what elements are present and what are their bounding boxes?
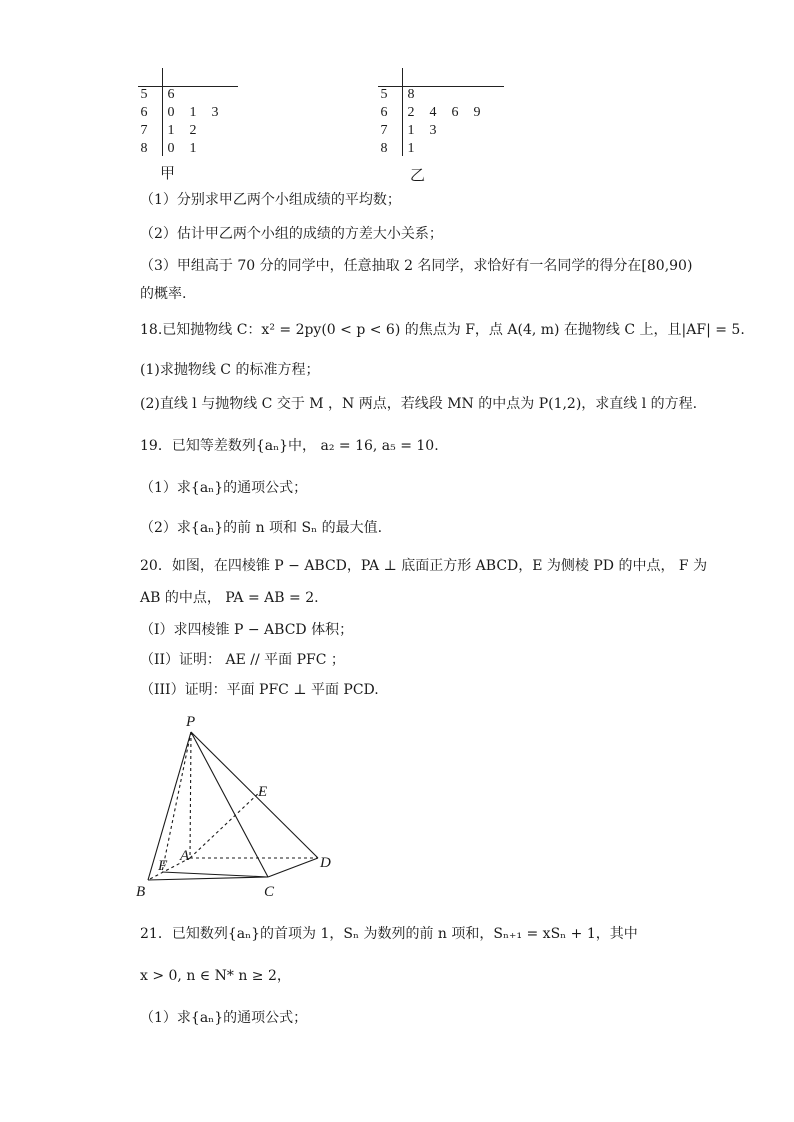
- stem-leaf-yi-top-rule: [378, 86, 504, 87]
- stem-value: 8: [140, 141, 148, 156]
- q20-part1: （I）求四棱锥 P − ABCD 体积；: [140, 622, 354, 638]
- q20-part2: （II）证明： AE // 平面 PFC ；: [140, 652, 345, 668]
- q20-stem-line2: AB 的中点， PA = AB = 2.: [140, 590, 319, 606]
- vertex-P-label: P: [186, 714, 196, 730]
- q21-stem: 21．已知数列{aₙ}的首项为 1，Sₙ 为数列的前 n 项和，Sₙ₊₁ = xSₙ + 1，其中: [140, 926, 638, 942]
- leaf-value: 3: [429, 123, 437, 138]
- vertex-E-label: E: [258, 784, 268, 800]
- leaf-value: 9: [473, 105, 481, 120]
- stem-leaf-jia-label: 甲: [160, 164, 176, 182]
- q20-part3: （III）证明：平面 PFC ⊥ 平面 PCD.: [140, 682, 379, 698]
- stem-leaf-jia-divider: [162, 68, 163, 156]
- leaf-value: 1: [407, 123, 415, 138]
- leaf-value: 6: [167, 87, 175, 102]
- leaf-value: 1: [189, 141, 197, 156]
- stem-leaf-yi-label: 乙: [410, 166, 426, 184]
- stem-value: 6: [140, 105, 148, 120]
- leaf-value: 8: [407, 87, 415, 102]
- q21-part1: （1）求{aₙ}的通项公式；: [140, 1010, 308, 1026]
- leaf-value: 1: [407, 141, 415, 156]
- stem-value: 5: [140, 87, 148, 102]
- vertex-A-label: A: [180, 848, 190, 864]
- q17-part2: （2）估计甲乙两个小组的成绩的方差大小关系；: [140, 226, 443, 242]
- vertex-F-label: F: [158, 858, 168, 874]
- q17-part3-line1: （3）甲组高于 70 分的同学中，任意抽取 2 名同学，求恰好有一名同学的得分在[80,90): [140, 258, 693, 274]
- vertex-B-label: B: [136, 884, 146, 900]
- stem-value: 7: [380, 123, 388, 138]
- q18-part2: (2)直线 l 与抛物线 C 交于 M ，N 两点，若线段 MN 的中点为 P(1,2)，求直线 l 的方程.: [140, 396, 698, 412]
- q18-stem: 18.已知抛物线 C：x² = 2py(0 < p < 6) 的焦点为 F，点 A(4, m) 在抛物线 C 上，且|AF| = 5.: [140, 322, 745, 338]
- q20-stem-line1: 20．如图，在四棱锥 P − ABCD，PA ⊥ 底面正方形 ABCD，E 为侧棱 PD 的中点， F 为: [140, 558, 708, 574]
- q19-part1: （1）求{aₙ}的通项公式；: [140, 480, 308, 496]
- edge-PD: [191, 732, 318, 858]
- stem-value: 5: [380, 87, 388, 102]
- leaf-value: 0: [167, 105, 175, 120]
- pyramid-figure: [130, 712, 350, 902]
- edge-BC: [148, 877, 268, 880]
- leaf-value: 2: [189, 123, 197, 138]
- stem-value: 7: [140, 123, 148, 138]
- leaf-value: 4: [429, 105, 437, 120]
- edge-CD: [268, 858, 318, 877]
- leaf-value: 0: [167, 141, 175, 156]
- q19-stem: 19．已知等差数列{aₙ}中， a₂ = 16, a₅ = 10.: [140, 438, 439, 454]
- stem-leaf-jia-top-rule: [138, 86, 238, 87]
- leaf-value: 2: [407, 105, 415, 120]
- q17-part1: （1）分别求甲乙两个小组成绩的平均数；: [140, 192, 401, 208]
- q19-part2: （2）求{aₙ}的前 n 项和 Sₙ 的最大值.: [140, 520, 383, 536]
- stem-value: 6: [380, 105, 388, 120]
- edge-PC: [191, 732, 268, 877]
- stem-value: 8: [380, 141, 388, 156]
- vertex-C-label: C: [264, 884, 275, 900]
- q17-part3-line2: 的概率.: [140, 286, 187, 302]
- leaf-value: 6: [451, 105, 459, 120]
- segment-FC: [162, 872, 268, 877]
- q18-part1: (1)求抛物线 C 的标准方程；: [140, 362, 320, 378]
- edge-PA: [190, 732, 191, 858]
- leaf-value: 3: [211, 105, 219, 120]
- vertex-D-label: D: [320, 855, 331, 871]
- leaf-value: 1: [167, 123, 175, 138]
- stem-leaf-yi-divider: [402, 68, 403, 156]
- q21-condition: x > 0, n ∈ N* n ≥ 2，: [140, 968, 291, 984]
- segment-AE: [190, 790, 262, 858]
- leaf-value: 1: [189, 105, 197, 120]
